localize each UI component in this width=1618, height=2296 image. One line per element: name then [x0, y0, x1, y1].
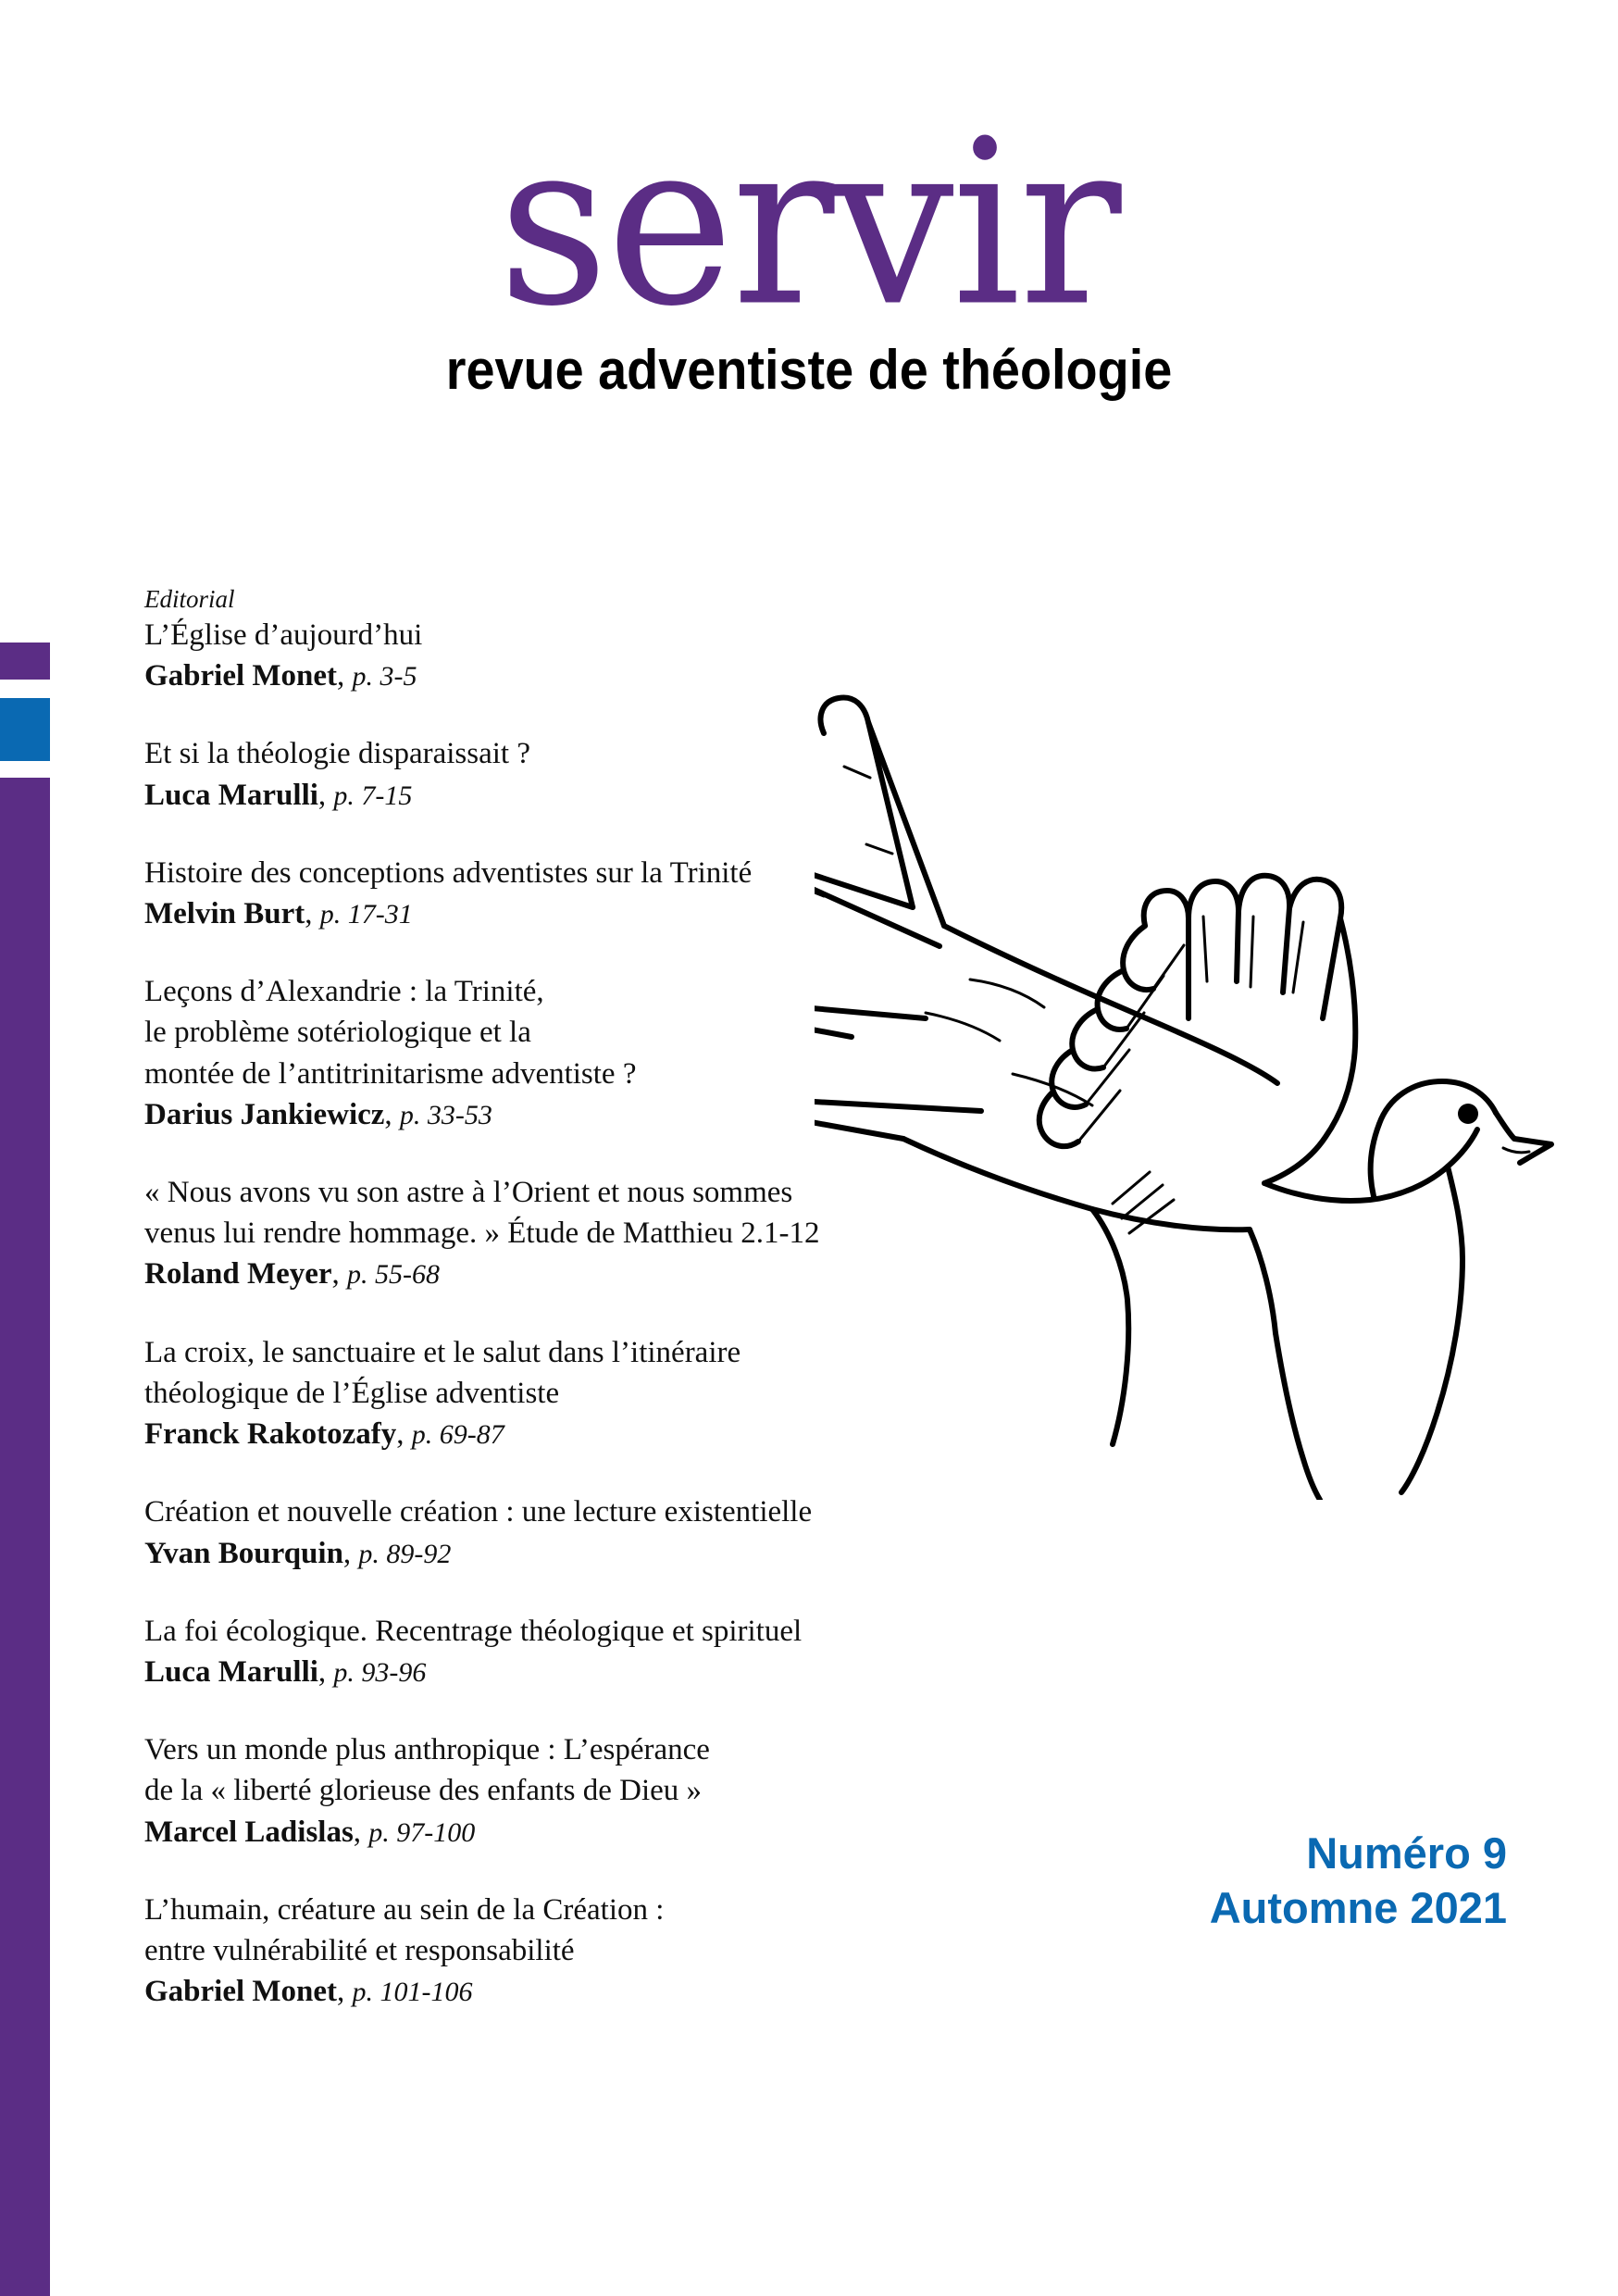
toc-title-line: L’Église d’aujourd’hui: [144, 618, 423, 652]
toc-author: Luca Marulli: [144, 778, 318, 812]
toc-title-line: La croix, le sanctuaire et le salut dans l’itinéraire: [144, 1335, 741, 1369]
toc-title-line: de la « liberté glorieuse des enfants de Dieu »: [144, 1774, 703, 1808]
toc-comma: ,: [331, 1257, 348, 1292]
toc-title-line: Histoire des conceptions adventistes sur la Trinité: [144, 855, 753, 890]
edge-bar-blue: [0, 698, 50, 761]
toc-entry[interactable]: [144, 1491, 894, 1573]
hands-dove-illustration: [815, 648, 1555, 1500]
toc-title: [144, 1172, 894, 1254]
toc-title-line: montée de l’antitrinitarisme adventiste ?: [144, 1056, 637, 1091]
toc-author: Yvan Bourquin: [144, 1536, 343, 1570]
toc-title: [144, 1611, 894, 1652]
table-of-contents: [144, 585, 894, 2050]
toc-entry[interactable]: [144, 1729, 894, 1853]
toc-byline: [144, 1971, 894, 2012]
toc-byline: [144, 775, 894, 816]
toc-comma: ,: [396, 1417, 412, 1452]
toc-entry[interactable]: [144, 733, 894, 815]
toc-entry[interactable]: [144, 853, 894, 934]
toc-pages: p. 93-96: [333, 1657, 427, 1689]
issue-number: Numéro 9: [1306, 1828, 1507, 1878]
toc-author: Gabriel Monet: [144, 1975, 338, 2009]
toc-title-line: La foi écologique. Recentrage théologique et spirituel: [144, 1614, 803, 1648]
toc-pages: p. 33-53: [399, 1099, 492, 1130]
toc-title-line: théologique de l’Église adventiste: [144, 1376, 560, 1410]
toc-pages: p. 101-106: [352, 1977, 473, 2008]
toc-comma: ,: [317, 778, 334, 812]
toc-byline: [144, 1652, 894, 1692]
magazine-title: servir: [498, 91, 1120, 356]
toc-title-line: le problème sotériologique et la: [144, 1016, 531, 1050]
toc-title: [144, 1332, 894, 1414]
edge-bar-purple-main: [0, 778, 50, 2296]
toc-title: [144, 1491, 894, 1532]
toc-comma: ,: [305, 896, 320, 930]
issue-block: [1210, 1826, 1507, 1935]
toc-pages: p. 3-5: [352, 661, 417, 693]
toc-byline: [144, 1812, 894, 1853]
toc-pages: p. 55-68: [347, 1259, 441, 1291]
toc-title-line: Et si la théologie disparaissait ?: [144, 737, 530, 771]
toc-title-line: « Nous avons vu son astre à l’Orient et nous sommes: [144, 1176, 793, 1210]
toc-title: [144, 1729, 894, 1811]
toc-title: [144, 853, 894, 893]
toc-comma: ,: [337, 659, 353, 693]
toc-pages: p. 97-100: [368, 1816, 476, 1848]
toc-kicker: Editorial: [144, 585, 235, 613]
magazine-subtitle: revue adventiste de théologie: [445, 339, 1173, 401]
toc-entry[interactable]: [144, 1890, 894, 2013]
toc-entry[interactable]: [144, 971, 894, 1135]
toc-title-line: Création et nouvelle création : une lecture existentielle: [144, 1495, 813, 1529]
toc-title: [144, 733, 894, 774]
toc-title-line: venus lui rendre hommage. » Étude de Matthieu 2.1-12: [144, 1217, 820, 1251]
toc-title-line: L’humain, créature au sein de la Création :: [144, 1892, 665, 1927]
toc-title: [144, 1890, 894, 1971]
toc-comma: ,: [384, 1097, 400, 1131]
toc-comma: ,: [342, 1536, 359, 1570]
toc-byline: [144, 1533, 894, 1574]
toc-byline: [144, 1094, 894, 1135]
toc-author: Melvin Burt: [144, 896, 305, 930]
toc-title-line: Vers un monde plus anthropique : L’espérance: [144, 1733, 710, 1767]
toc-title-line: Leçons d’Alexandrie : la Trinité,: [144, 975, 544, 1009]
toc-byline: [144, 1254, 894, 1294]
toc-author: Franck Rakotozafy: [144, 1417, 397, 1452]
toc-pages: p. 7-15: [333, 780, 413, 811]
toc-author: Gabriel Monet: [144, 659, 338, 693]
toc-author: Marcel Ladislas: [144, 1815, 354, 1849]
toc-comma: ,: [337, 1975, 353, 2009]
toc-byline: [144, 655, 894, 696]
toc-entry[interactable]: [144, 1332, 894, 1455]
toc-pages: p. 89-92: [358, 1538, 452, 1569]
masthead: [0, 0, 1618, 401]
toc-entry[interactable]: [144, 1611, 894, 1692]
issue-season: Automne 2021: [1209, 1883, 1507, 1933]
toc-title: [144, 971, 894, 1094]
edge-bar-purple-top: [0, 643, 50, 680]
toc-author: Darius Jankiewicz: [144, 1097, 385, 1131]
toc-pages: p. 17-31: [319, 898, 413, 930]
toc-title-line: entre vulnérabilité et responsabilité: [144, 1934, 575, 1968]
toc-pages: p. 69-87: [411, 1419, 504, 1451]
toc-author: Luca Marulli: [144, 1655, 318, 1690]
toc-byline: [144, 893, 894, 934]
toc-author: Roland Meyer: [144, 1257, 332, 1292]
toc-title: [144, 615, 894, 655]
toc-entry[interactable]: [144, 1172, 894, 1295]
toc-comma: ,: [317, 1655, 334, 1690]
toc-byline: [144, 1414, 894, 1454]
toc-entry[interactable]: [144, 585, 894, 696]
toc-comma: ,: [353, 1815, 369, 1849]
